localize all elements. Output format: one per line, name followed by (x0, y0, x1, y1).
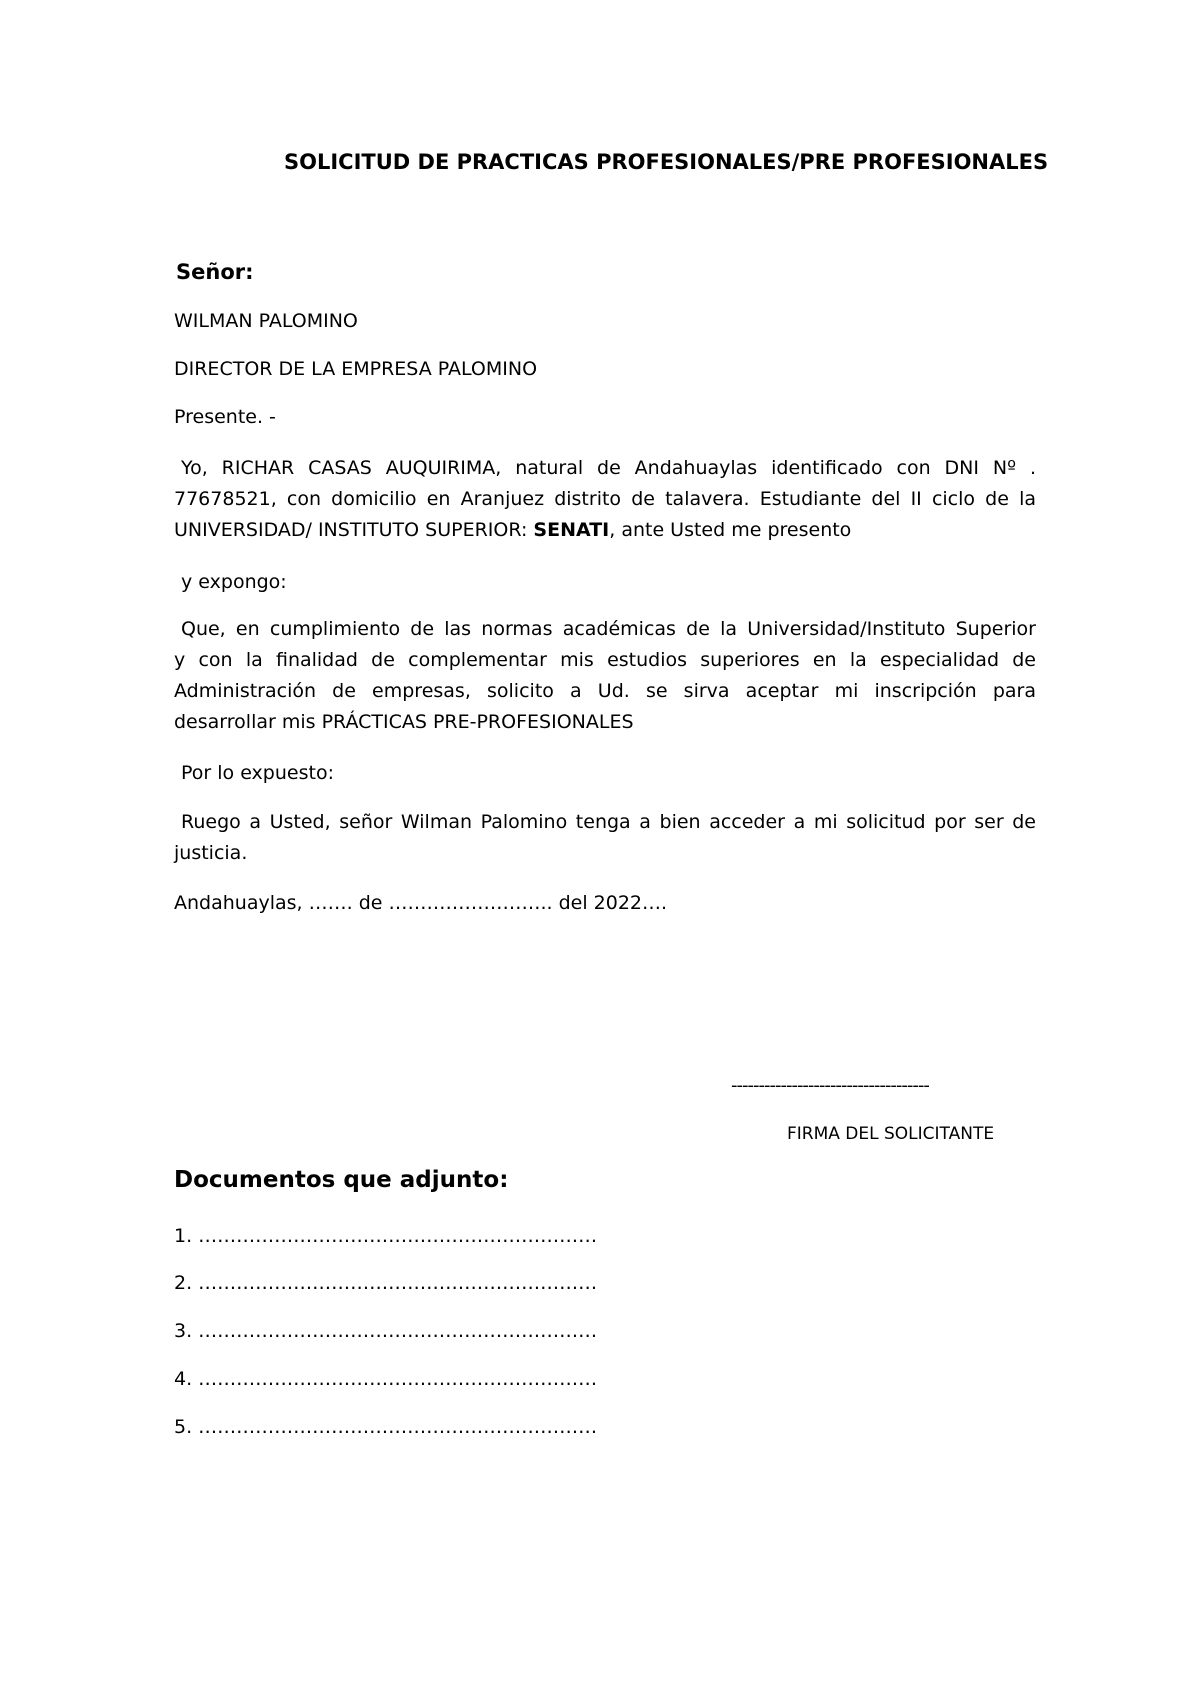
intro-line: Yo, RICHAR CASAS AUQUIRIMA, natural de Andahuaylas identificado con DNI Nº . (181, 457, 1036, 479)
attachments-title: Documentos que adjunto: (174, 1167, 509, 1193)
por-lo-expuesto-line: Por lo expuesto: (181, 762, 334, 784)
recipient-name: WILMAN PALOMINO (174, 310, 358, 332)
intro-line (174, 515, 1036, 546)
body-line: Que, en cumplimiento de las normas académicas de la Universidad/Instituto Superior (181, 618, 1036, 640)
intro-line-suffix: , ante Usted me presento (609, 519, 852, 541)
document-title: SOLICITUD DE PRACTICAS PROFESIONALES/PRE PROFESIONALES (284, 150, 1049, 174)
intro-line-prefix: UNIVERSIDAD/ INSTITUTO SUPERIOR: (174, 519, 534, 541)
institution-name: SENATI (533, 519, 610, 541)
ruego-paragraph (174, 807, 1036, 869)
body-line: Administración de empresas, solicito a Ud. se sirva aceptar mi inscripción para (174, 680, 1036, 702)
ruego-line: Ruego a Usted, señor Wilman Palomino tenga a bien acceder a mi solicitud por ser de (181, 811, 1036, 833)
attachment-item: 1. ……………………………………………………… (174, 1225, 598, 1247)
body-paragraph (174, 614, 1036, 738)
presente-line: Presente. - (174, 406, 276, 428)
attachment-item: 3. ……………………………………………………… (174, 1320, 598, 1342)
attachment-item: 2. ……………………………………………………… (174, 1272, 598, 1294)
intro-line: 77678521, con domicilio en Aranjuez distrito de talavera. Estudiante del II ciclo de la (174, 488, 1036, 510)
salutation: Señor: (176, 260, 254, 284)
ruego-line: justicia. (174, 842, 248, 864)
signature-label: FIRMA DEL SOLICITANTE (787, 1124, 995, 1144)
expongo-line: y expongo: (181, 571, 287, 593)
attachment-item: 5. ……………………………………………………… (174, 1416, 598, 1438)
recipient-role: DIRECTOR DE LA EMPRESA PALOMINO (174, 358, 538, 380)
intro-paragraph (174, 453, 1036, 546)
body-line: y con la finalidad de complementar mis estudios superiores en la especialidad de (174, 649, 1036, 671)
date-line: Andahuaylas, ……. de …………………….. del 2022…. (174, 892, 668, 914)
body-line: desarrollar mis PRÁCTICAS PRE-PROFESIONALES (174, 711, 634, 733)
attachment-item: 4. ……………………………………………………… (174, 1368, 598, 1390)
signature-line: ------------------------------------ (731, 1075, 929, 1096)
